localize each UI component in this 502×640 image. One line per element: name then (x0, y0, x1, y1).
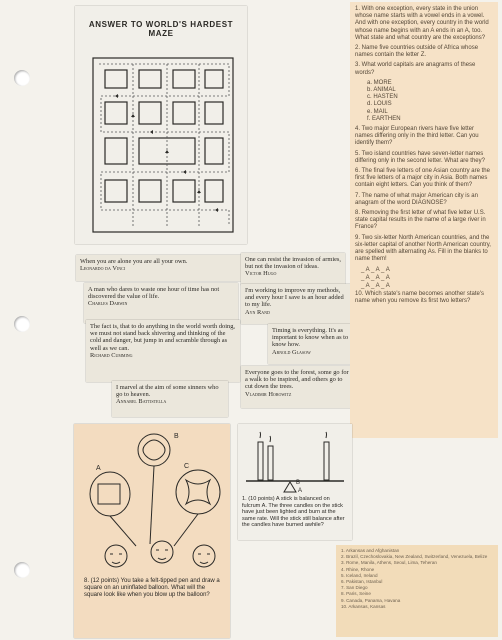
candle-label-a: A (298, 488, 303, 494)
anagram-word: b. ANIMAL (367, 87, 396, 94)
quote-clipping (241, 284, 353, 324)
binder-hole (14, 562, 30, 578)
quote-author: Richard Cumming (90, 351, 133, 359)
quote-author: Annabel Battistella (116, 398, 167, 406)
quote-text: I'm working to improve my methods, and every hour I save is an hour added to my life. (245, 287, 344, 309)
candle-label-b: B (296, 480, 301, 486)
answer-line: 2. Brazil, Czechoslovakia, New Zealand, Switzerland, Venezuela, Belize (341, 554, 488, 560)
balloon-label-a: A (96, 465, 101, 472)
quote-text: One can resist the invasion of armies, but not the invasion of ideas. (245, 256, 342, 271)
quote-text: The fact is, that to do anything in the world worth doing, we must not stand back shivering and thinking of the cold and danger, but jump in and scramble through as well as we can. (90, 323, 236, 352)
anagram-word: e. MAIL (367, 108, 388, 115)
balloon-question: 8. (12 points) You take a felt-tipped pen and draw a square on an uninflated balloon. What will the square look like when you blow up the balloon? (84, 578, 220, 598)
balloon-illustration (74, 424, 230, 574)
maze-drawing (75, 40, 247, 240)
answer-line: 3. Rome, Manila, Athens, Seoul, Lima, Teheran (341, 560, 437, 566)
question-10: 10. Which state's name becomes another state's name when you remove its first two letters? (355, 291, 485, 305)
answer-line: 9. Canada, Panama, Havana (341, 597, 401, 603)
question-9: 9. Two six-letter North American countries, and the six-letter capital of another North American country, are spelled with alternating As. Fill in the blanks to name them! (355, 234, 491, 263)
quote-author: Ayn Rand (245, 308, 270, 316)
answer-line: 5. Iceland, Ireland (341, 572, 378, 578)
quote-clipping (84, 283, 238, 323)
quote-text: A man who dares to waste one hour of time has not discovered the value of life. (88, 286, 220, 301)
answer-line: 10. Arkansas, Kansas (341, 603, 386, 609)
anagram-word: d. LOUIS (367, 101, 392, 108)
quote-clipping (268, 324, 356, 364)
quote-clipping (112, 381, 228, 417)
answer-line: 4. Rhine, Rhone (341, 566, 375, 572)
candle-puzzle-clipping (238, 424, 352, 540)
quote-text: Timing is everything. It's as important to know when as to know how. (272, 327, 349, 349)
quote-author: Charles Darwin (88, 300, 128, 308)
question-2: 2. Name five countries outside of Africa whose names contain the letter Z. (355, 45, 479, 59)
question-5: 5. Two island countries have seven-letter names differing only in the second letter. What are they? (355, 150, 485, 164)
question-7: 7. The name of what major American city is an anagram of the word DIAGNOSE? (355, 192, 478, 206)
quote-clipping (86, 320, 240, 382)
anagram-word: f. EARTHEN (367, 115, 401, 122)
question-4: 4. Two major European rivers have five letter names differing only in the third letter. Can you identify them? (355, 126, 479, 147)
quote-clipping (241, 253, 345, 285)
answers-clipping (336, 545, 498, 637)
maze-clipping (75, 6, 247, 244)
answer-line: 7. San Diego (341, 585, 368, 591)
quote-author: Arnold Glasow (272, 348, 311, 356)
quote-text: I marvel at the aim of some sinners who go to heaven. (116, 384, 219, 399)
question-3: 3. What world capitals are anagrams of these words? (355, 62, 476, 76)
candle-question: 1. (10 points) A stick is balanced on fulcrum A. The three candles on the stick have just been lighted and burn at the same rate. Will the stick still balance after the candles have burned awhile? (242, 496, 345, 529)
fill-in-blank: _ A _ A _ A (361, 282, 390, 289)
quote-clipping (241, 366, 353, 408)
question-6: 6. The final five letters of one Asian country are the first five letters of a major city in Asia. Both names contain eight letters. Can you think of them? (355, 168, 490, 189)
answer-line: 8. Paris, Seine (341, 591, 371, 597)
answer-line: 6. Pakistan, Istanbul (341, 579, 383, 585)
quote-text: When you are alone you are all your own. (80, 258, 188, 265)
quote-author: Vladimir Horowitz (245, 390, 292, 398)
question-1: 1. With one exception, every state in the union whose name starts with a vowel ends in a vowel. And with one exception, every country in the world whose name begins with an A ends in an A, too. What state and what country are the exceptions? (355, 6, 489, 41)
fill-in-blank: _ A _ A _ A (361, 274, 390, 281)
balloon-label-b: B (174, 433, 179, 440)
geography-questions-clipping (350, 2, 498, 438)
maze-title: ANSWER TO WORLD'S HARDEST MAZE (88, 20, 234, 38)
question-8: 8. Removing the first letter of what five letter U.S. state capital results in the name of a large river in France? (355, 210, 486, 231)
anagram-list (367, 80, 493, 123)
anagram-word: c. HASTEN (367, 94, 398, 101)
binder-hole (14, 70, 30, 86)
balloon-label-c: C (184, 463, 190, 470)
answer-line: 1. Arkansas and Afghanistan (341, 548, 400, 553)
binder-hole (14, 316, 30, 332)
quote-author: Victor Hugo (245, 270, 277, 278)
candle-illustration (238, 424, 352, 494)
quote-author: Leonardo da Vinci (80, 265, 126, 273)
fill-in-blank: _ A _ A _ A (361, 266, 390, 273)
quote-text: Everyone goes to the forest, some go for a walk to be inspired, and others go to cut down the trees. (245, 369, 349, 391)
balloon-puzzle-clipping (74, 424, 230, 638)
anagram-word: a. MORE (367, 79, 392, 86)
quote-clipping (76, 255, 244, 281)
